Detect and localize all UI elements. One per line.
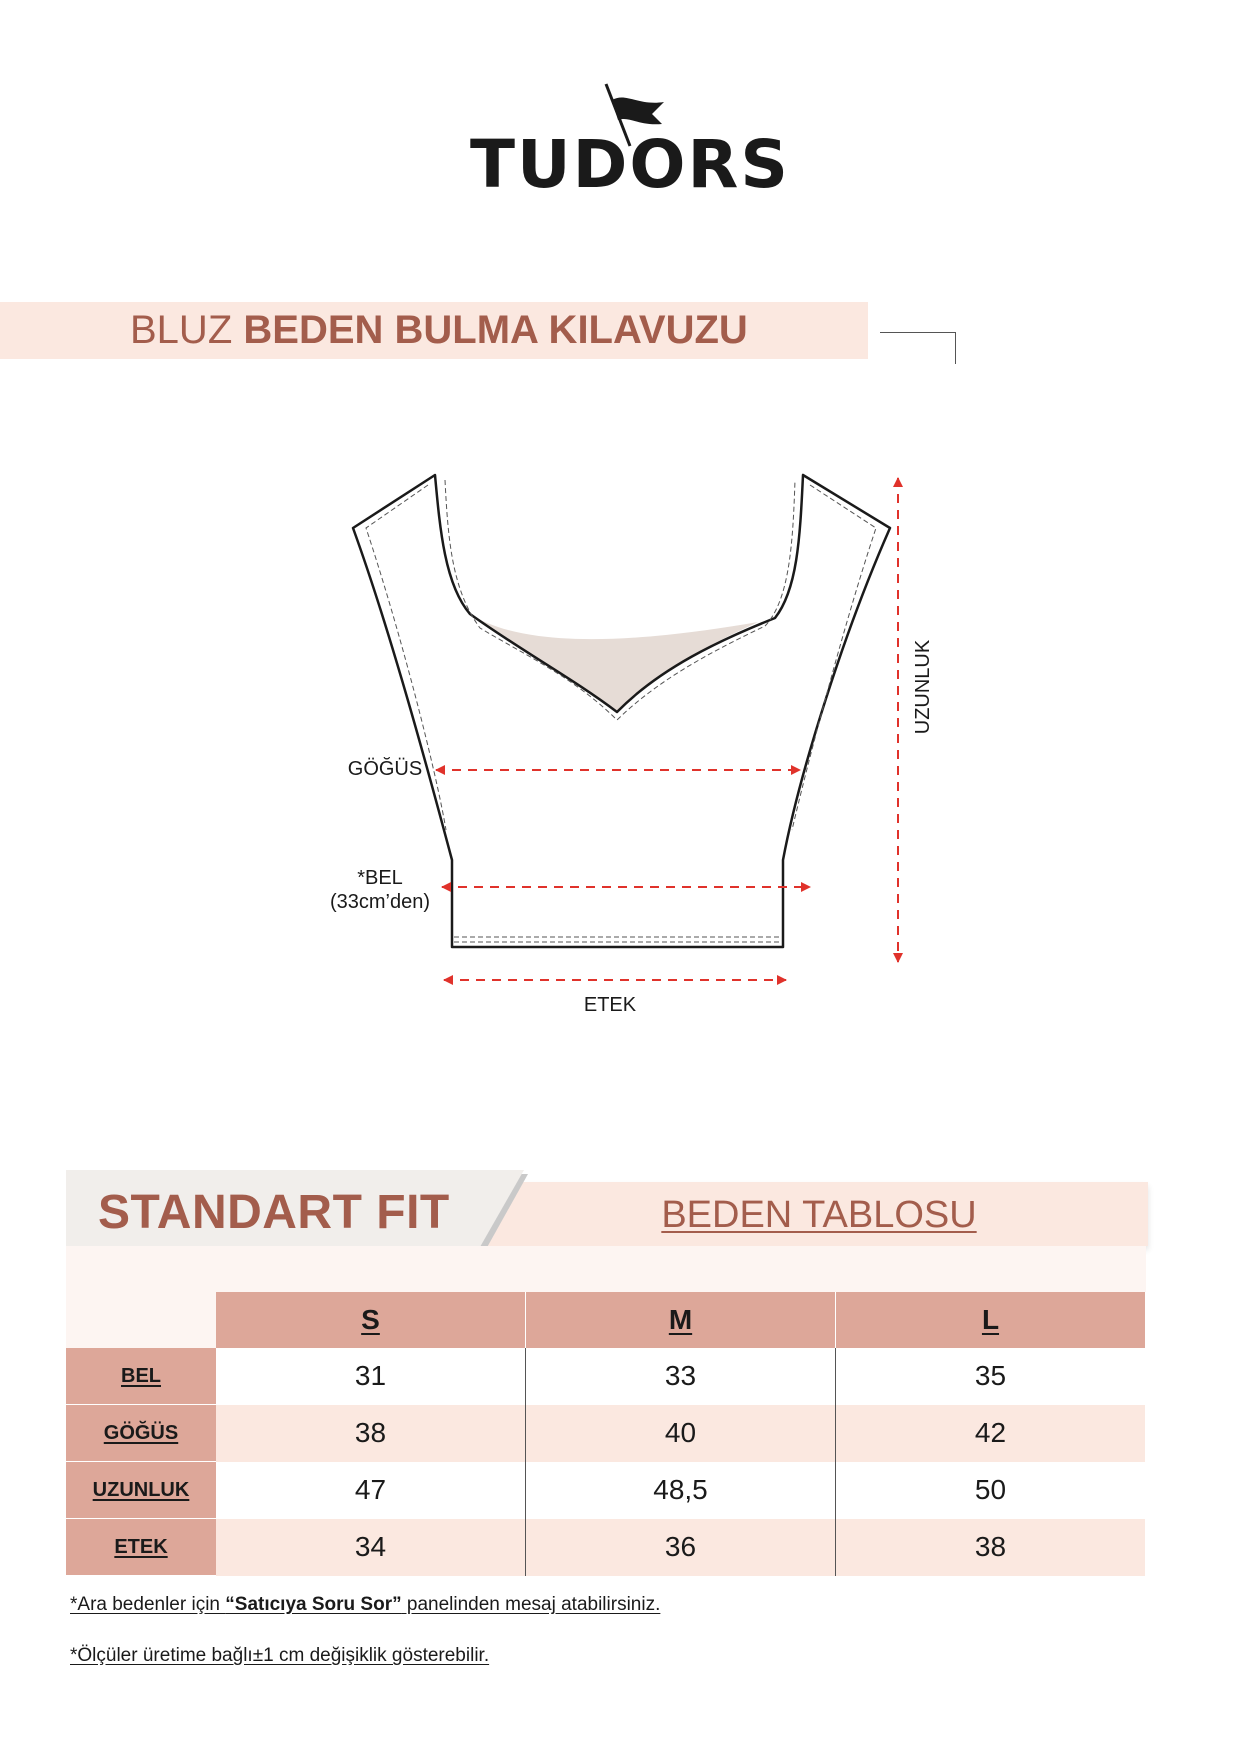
note1-post: panelinden mesaj atabilirsiniz. (401, 1594, 661, 1615)
title-band (0, 302, 868, 359)
beden-tablosu-band (480, 1182, 1148, 1246)
row-label-etek: ETEK (66, 1519, 216, 1576)
brand-name: TUDORS (470, 126, 790, 203)
table-cell: 36 (526, 1519, 836, 1576)
garment-diagram (0, 450, 1240, 1050)
row-label-bel: BEL (66, 1348, 216, 1405)
beden-tablosu-title: BEDEN TABLOSU (661, 1194, 977, 1236)
row-label-uzunluk: UZUNLUK (66, 1462, 216, 1519)
size-header-l: L (836, 1292, 1146, 1348)
table-top-band (66, 1246, 1146, 1292)
note-ara-beden (70, 1594, 660, 1616)
etek-label: ETEK (583, 994, 637, 1016)
note1-bold: “Satıcıya Soru Sor” (225, 1594, 402, 1615)
table-cell: 42 (836, 1405, 1146, 1462)
uzunluk-label: UZUNLUK (912, 639, 934, 735)
gogus-label: GÖĞÜS (347, 758, 423, 780)
title-light: BLUZ (130, 308, 233, 352)
bel-label-line1: *BEL (357, 867, 403, 889)
title-corner-decoration (880, 332, 956, 364)
table-cell: 48,5 (526, 1462, 836, 1519)
neckline-fill (470, 614, 758, 712)
stitch-right (792, 485, 876, 830)
row-label-gogus: GÖĞÜS (66, 1405, 216, 1462)
note1-pre: *Ara bedenler için (70, 1594, 226, 1615)
table-row (66, 1519, 1145, 1576)
table-corner (66, 1292, 216, 1348)
table-cell: 40 (526, 1405, 836, 1462)
size-table (66, 1292, 1145, 1576)
table-cell: 50 (836, 1462, 1146, 1519)
blouse-sketch (0, 450, 1240, 1050)
table-cell: 33 (526, 1348, 836, 1405)
page-title (130, 302, 748, 359)
table-row (66, 1462, 1145, 1519)
title-bold: BEDEN BULMA KILAVUZU (243, 308, 748, 352)
table-cell: 34 (216, 1519, 526, 1576)
size-header-s: S (216, 1292, 526, 1348)
brand-logo (470, 80, 790, 203)
standart-fit-label: STANDART FIT (98, 1186, 450, 1239)
table-row (66, 1348, 1145, 1405)
note-olculer: *Ölçüler üretime bağlı±1 cm değişiklik gösterebilir. (70, 1645, 490, 1666)
size-header-m: M (526, 1292, 836, 1348)
table-cell: 35 (836, 1348, 1146, 1405)
table-cell: 38 (216, 1405, 526, 1462)
table-cell: 47 (216, 1462, 526, 1519)
size-header-row (66, 1292, 1145, 1348)
bel-label (320, 866, 440, 914)
bel-label-line2: (33cm’den) (329, 891, 431, 913)
table-cell: 38 (836, 1519, 1146, 1576)
table-cell: 31 (216, 1348, 526, 1405)
table-row (66, 1405, 1145, 1462)
